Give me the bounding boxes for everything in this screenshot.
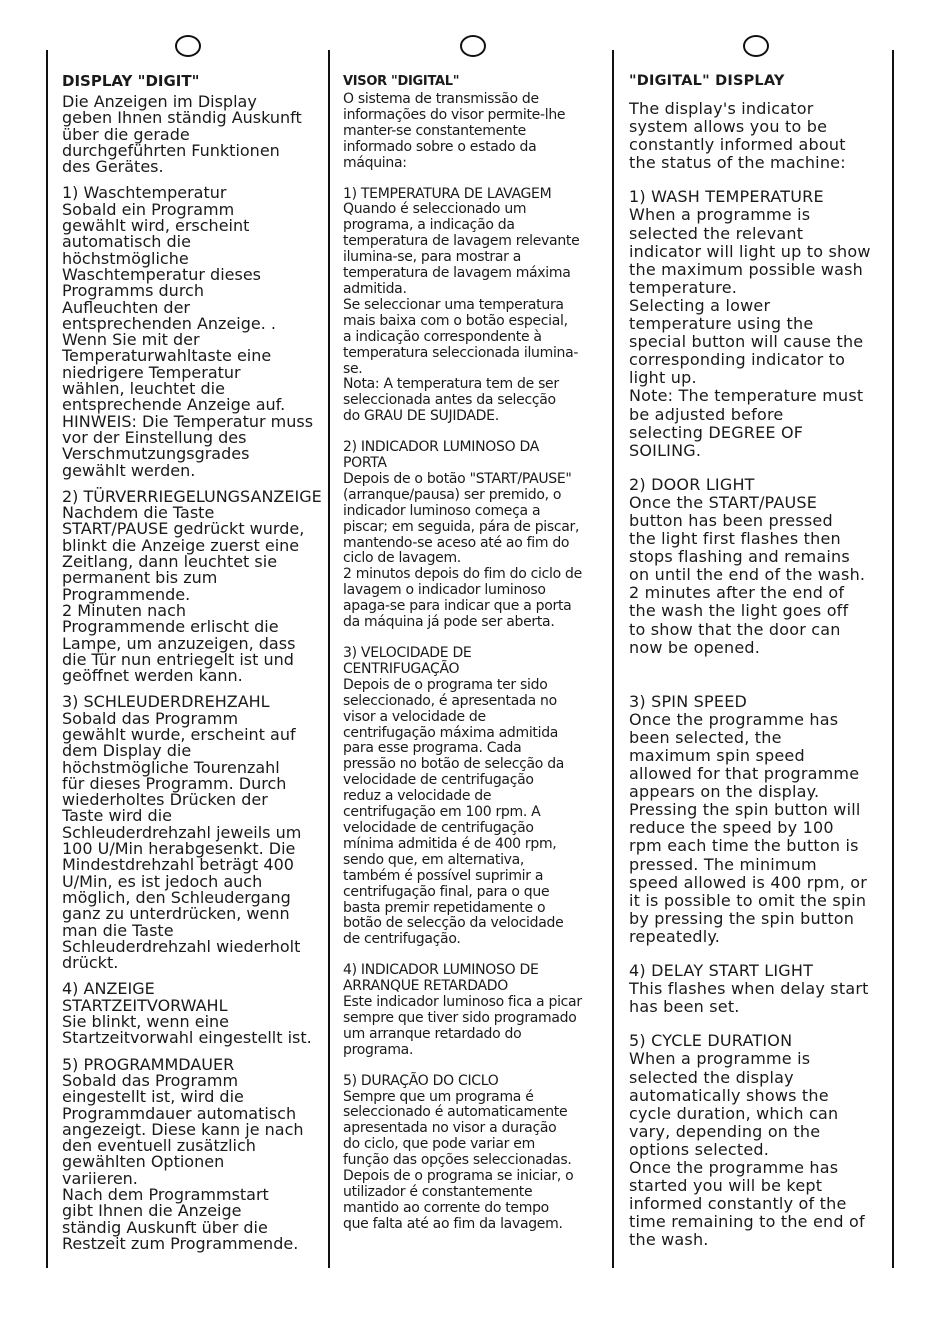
- door-light-text: 2) TÜRVERRIEGELUNGSANZEIGE Nachdem die Taste START/PAUSE gedrückt wurde, blinkt die Anzeige zuerst eine Zeitlang, dann leuchtet sie permanent bis zum Programmende. 2 Minuten nach Programmende erlischt die Lampe, um anzuzeigen, dass die Tür nun entriegelt ist und geöffnet werden kann.: [62, 486, 322, 686]
- delay-start-text: 4) INDICADOR LUMINOSO DE ARRANQUE RETARDADO Este indicador luminoso fica a picar sempre que tiver sido programado um arranque retardado do programa.: [343, 962, 582, 1058]
- column-divider-third: [612, 50, 614, 1268]
- intro-text: The display's indicator system allows you to be constantly informed about the status of the machine:: [629, 99, 846, 173]
- door-light-text: 2) INDICADOR LUMINOSO DA PORTA Depois de o botão "START/PAUSE" (arranque/pausa) ser premido, o indicador luminoso começa a piscar; em seguida, pára de piscar, mantendo-se aceso até ao fim do ciclo de lavagem. 2 minutos depois do fim do ciclo de lavagem o indicador luminoso apaga-se para indicar que a porta da máquina já pode ser aberta.: [343, 439, 582, 631]
- section-title: VISOR "DIGITAL": [343, 74, 460, 89]
- intro-text: Die Anzeigen im Display geben Ihnen ständig Auskunft über die gerade durchgeführten Funktionen des Gerätes.: [62, 92, 302, 177]
- spin-speed-text: 3) SPIN SPEED Once the programme has been selected, the maximum spin speed allowed for that programme appears on the display. Pressing the spin button will reduce the speed by 100 rpm each time the button is pressed. The minimum speed allowed is 400 rpm, or it is possible to omit the spin by pressing the spin button repeatedly.: [629, 691, 868, 946]
- language-circle-icon-de: [175, 35, 201, 57]
- wash-temperature-text: 1) WASH TEMPERATURE When a programme is selected the relevant indicator will light up to show the maximum possible wash temperature. Selecting a lower temperature using the special button will cause the corresponding indicator to light up. Note: The temperature must be adjusted before selecting DEGREE OF SOILING.: [629, 187, 871, 460]
- column-english: [629, 72, 891, 1249]
- cycle-duration-text: 5) CYCLE DURATION When a programme is selected the display automatically shows the cycle duration, which can vary, depending on the options selected. Once the programme has started you will be kept informed constantly of the time remaining to the end of the wash.: [629, 1031, 865, 1250]
- cycle-duration-text: 5) DURAÇÃO DO CICLO Sempre que um programa é seleccionado é automaticamente apresentada no visor a duração do ciclo, que pode variar em função das opções seleccionadas. Depois de o programa se iniciar, o utilizador é constantemente mantido ao corrente do tempo que falta até ao fim da lavagem.: [343, 1072, 574, 1232]
- delay-start-text: 4) ANZEIGE STARTZEITVORWAHL Sie blinkt, wenn eine Startzeitvorwahl eingestellt ist.: [62, 979, 312, 1048]
- section-title: "DIGITAL" DISPLAY: [629, 73, 785, 89]
- door-light-text: 2) DOOR LIGHT Once the START/PAUSE button has been pressed the light first flashes then stops flashing and remains on until the end of the wash. 2 minutes after the end of the wash the light goes off to show that the door can now be opened.: [629, 474, 866, 657]
- language-circle-icon-en: [743, 35, 769, 57]
- section-title: DISPLAY "DIGIT": [62, 72, 200, 90]
- spin-speed-text: 3) VELOCIDADE DE CENTRIFUGAÇÃO Depois de o programa ter sido seleccionado, é apresentada no visor a velocidade de centrifugação máxima admitida para esse programa. Cada pressão no botão de selecção da velocidade de centrifugação reduz a velocidade de centrifugação em 100 rpm. A velocidade de centrifugação mínima admitida é de 400 rpm, sendo que, em alternativa, também é possível suprimir a centrifugação final, para o que basta premir repetidamente o botão de selecção da velocidade de centrifugação.: [343, 645, 565, 948]
- wash-temperature-text: 1) TEMPERATURA DE LAVAGEM Quando é seleccionado um programa, a indicação da temperatura de lavagem relevante ilumina-se, para mostrar a temperatura de lavagem máxima admitida. Se seleccionar uma temperatura mais baixa com o botão especial, a indicação correspondente à temperatura seleccionada ilumina- se. Nota: A temperatura tem de ser seleccionada antes da selecção do GRAU DE SUJIDADE.: [343, 185, 580, 425]
- column-divider-second: [328, 50, 330, 1268]
- column-german: [62, 72, 324, 1252]
- column-portuguese: [343, 72, 605, 1233]
- delay-start-text: 4) DELAY START LIGHT This flashes when delay start has been set.: [629, 961, 869, 1017]
- intro-text: O sistema de transmissão de informações do visor permite-lhe manter-se constantemente informado sobre o estado da máquina:: [343, 91, 566, 171]
- cycle-duration-text: 5) PROGRAMMDAUER Sobald das Programm eingestellt ist, wird die Programmdauer automatisch angezeigt. Diese kann je nach den eventuell zusätzlich gewählten Optionen variieren. Nach dem Programmstart gibt Ihnen die Anzeige ständig Auskunft über die Restzeit zum Programmende.: [62, 1054, 304, 1253]
- column-divider-right: [892, 50, 894, 1268]
- column-divider-left: [46, 50, 48, 1268]
- spin-speed-text: 3) SCHLEUDERDREHZAHL Sobald das Programm gewählt wurde, erscheint auf dem Display die höchstmögliche Tourenzahl für dieses Programm. Durch wiederholtes Drücken der Taste wird die Schleuderdrehzahl jeweils um 100 U/Min herabgesenkt. Die Mindestdrehzahl beträgt 400 U/Min, es ist jedoch auch möglich, den Schleudergang ganz zu unterdrücken, wenn man die Taste Schleuderdrehzahl wiederholt drückt.: [62, 692, 302, 973]
- language-circle-icon-pt: [460, 35, 486, 57]
- wash-temperature-text: 1) Waschtemperatur Sobald ein Programm gewählt wird, erscheint automatisch die höchstmögliche Waschtemperatur dieses Programms durch Aufleuchten der entsprechenden Anzeige. . Wenn Sie mit der Temperaturwahltaste eine niedrigere Temperatur wählen, leuchtet die entsprechende Anzeige auf. HINWEIS: Die Temperatur muss vor der Einstellung des Verschmutzungsgrades gewählt werden.: [62, 183, 314, 480]
